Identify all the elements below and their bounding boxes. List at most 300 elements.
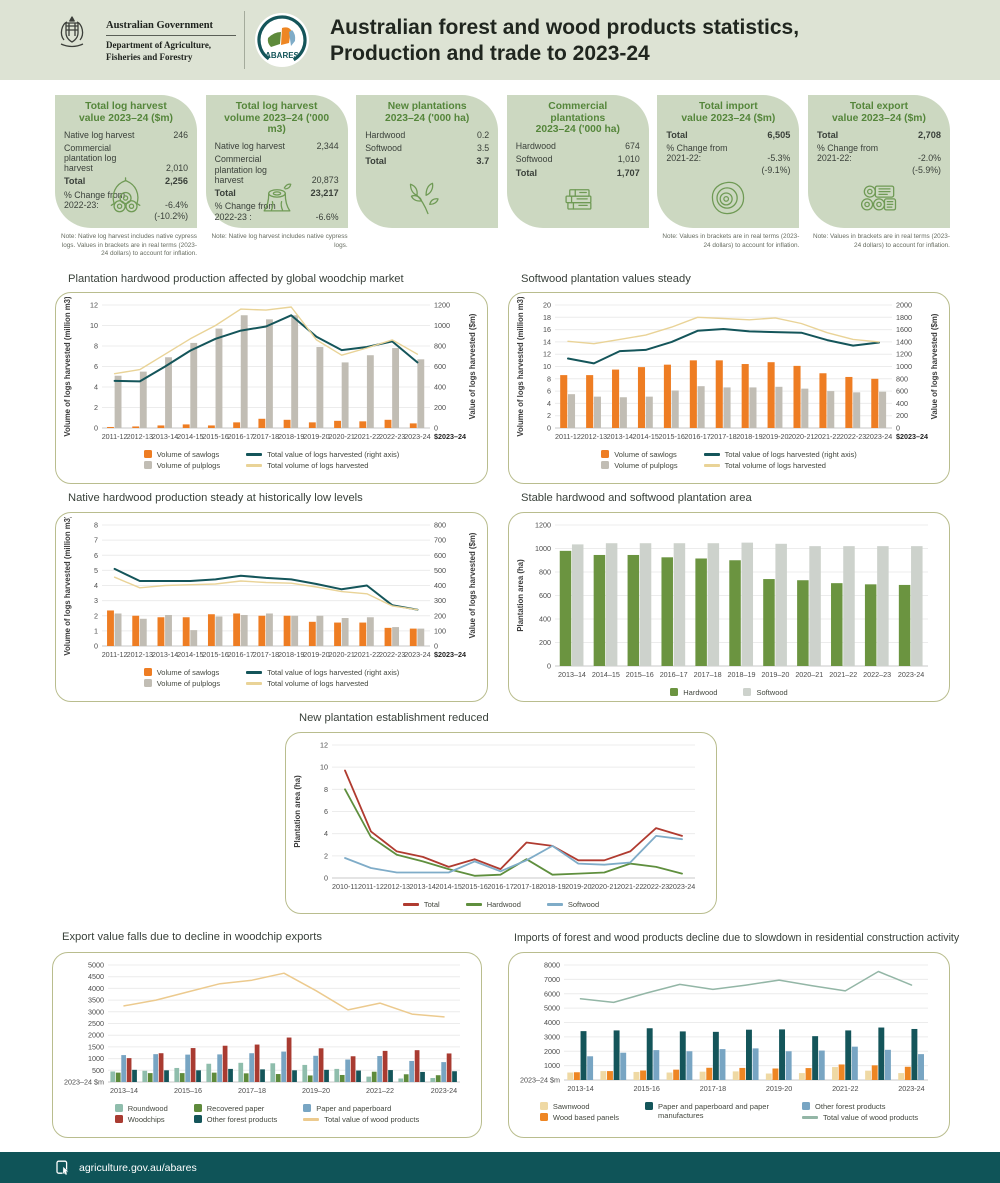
legend-square-swatch-icon	[144, 668, 152, 676]
svg-text:2011-12: 2011-12	[101, 432, 128, 441]
chart-softwood-plantation	[508, 292, 950, 484]
chart-plantation-area	[508, 512, 950, 702]
svg-text:2017–18: 2017–18	[238, 1086, 266, 1095]
chart-canvas	[514, 517, 942, 681]
svg-text:2023-24: 2023-24	[898, 1084, 925, 1093]
svg-text:2014-15: 2014-15	[632, 432, 659, 441]
legend-item	[743, 688, 787, 697]
legend-square-swatch-icon	[601, 461, 609, 469]
svg-text:400: 400	[434, 382, 446, 392]
legend-square-swatch-icon	[144, 450, 152, 458]
svg-text:800: 800	[896, 374, 908, 384]
svg-text:2017-18: 2017-18	[252, 432, 280, 441]
svg-text:2016–17: 2016–17	[659, 670, 688, 679]
gov-divider	[106, 35, 236, 36]
legend-line-swatch-icon	[246, 682, 262, 685]
legend-square-swatch-icon	[540, 1113, 548, 1121]
legend-label: Hardwood	[683, 688, 718, 697]
svg-text:2019-20: 2019-20	[765, 1084, 793, 1093]
legend-label: Sawnwood	[552, 1102, 590, 1111]
svg-text:500: 500	[92, 1065, 104, 1075]
legend-line-swatch-icon	[246, 464, 262, 467]
legend-label: Hardwood	[486, 900, 521, 909]
legend-column	[743, 688, 787, 697]
svg-text:1000: 1000	[544, 1061, 560, 1071]
legend-column	[115, 1104, 168, 1125]
legend-item	[115, 1115, 168, 1124]
svg-text:1400: 1400	[896, 337, 912, 347]
svg-text:2021-22: 2021-22	[353, 650, 381, 659]
svg-text:5000: 5000	[544, 1003, 560, 1013]
legend-item	[144, 679, 220, 688]
chart-legend	[61, 450, 482, 471]
svg-text:4: 4	[547, 398, 551, 408]
chart-canvas	[61, 297, 480, 443]
svg-text:200: 200	[896, 411, 908, 421]
legend-label: Volume of sawlogs	[156, 668, 220, 677]
svg-text:1000: 1000	[535, 544, 551, 553]
card-row: % Change from 2021-22: -2.0%	[816, 143, 941, 164]
svg-text:1000: 1000	[896, 362, 912, 371]
svg-text:2019–20: 2019–20	[761, 670, 790, 679]
svg-text:2023-24: 2023-24	[865, 432, 893, 441]
legend-label: Other forest products	[815, 1102, 886, 1111]
chart-plantation-hardwood	[55, 292, 488, 484]
legend-label: Volume of pulplogs	[156, 461, 221, 471]
card-total-row: Total 6,505	[666, 129, 791, 140]
svg-text:2014–15: 2014–15	[591, 670, 620, 679]
chart-title: Export value falls due to decline in woodchip exports	[62, 931, 322, 943]
legend-label: Softwood	[756, 688, 788, 697]
card-title: Total log harvest volume 2023–24 ('000 m3)	[224, 101, 330, 136]
svg-text:2010-11: 2010-11	[332, 882, 358, 891]
timber-stack-icon	[556, 176, 600, 225]
svg-text:10: 10	[320, 762, 328, 772]
svg-text:1200: 1200	[434, 300, 450, 310]
legend-label: Total value of wood products	[823, 1113, 919, 1123]
svg-text:200: 200	[539, 638, 551, 647]
svg-text:1200: 1200	[896, 349, 912, 359]
chart-new-plantation	[285, 732, 717, 914]
svg-text:$2023–24: $2023–24	[434, 432, 466, 441]
legend-item	[144, 461, 220, 470]
legend-label: Paper and paperboard and paper manufactures	[658, 1102, 769, 1121]
svg-text:2013-14: 2013-14	[606, 432, 634, 441]
legend-item	[144, 668, 220, 677]
svg-text:2017-18: 2017-18	[699, 1084, 727, 1093]
chart-title: Softwood plantation values steady	[521, 273, 691, 285]
legend-column	[704, 450, 857, 471]
card-note: Note: Values in brackets are in real terms (2023-24 dollars) to account for inflation.	[812, 233, 950, 249]
svg-text:4000: 4000	[88, 983, 104, 993]
legend-column	[303, 1104, 419, 1125]
svg-text:2022–23: 2022–23	[863, 670, 892, 679]
svg-text:10: 10	[90, 321, 98, 330]
card-total-row: Total 2,708	[816, 129, 941, 140]
legend-line-swatch-icon	[704, 453, 720, 456]
card-note: Note: Native log harvest includes native cypress logs.	[211, 233, 348, 249]
svg-text:2019-20: 2019-20	[303, 432, 330, 441]
legend-item	[704, 461, 857, 470]
legend-label: Recovered paper	[206, 1104, 265, 1113]
svg-text:2013–14: 2013–14	[110, 1086, 138, 1095]
page-title: Australian forest and wood products statistics, Production and trade to 2023-24	[330, 16, 800, 65]
svg-text:1000: 1000	[88, 1054, 104, 1064]
card-title: Total export value 2023–24 ($m)	[832, 101, 926, 124]
svg-text:2020-21: 2020-21	[328, 650, 355, 659]
coat-of-arms-icon	[58, 14, 100, 66]
legend-line-swatch-icon	[403, 903, 419, 906]
svg-text:800: 800	[434, 520, 446, 530]
legend-line-swatch-icon	[303, 1118, 319, 1121]
svg-text:16: 16	[543, 325, 551, 335]
card-total-row: Total 2,256	[64, 176, 188, 187]
card-total-row: Total 23,217	[214, 187, 339, 198]
legend-label: Total value of logs harvested (right axis)	[724, 450, 857, 459]
svg-text:2013-14: 2013-14	[151, 432, 179, 441]
legend-label: Total volume of logs harvested	[724, 461, 826, 471]
svg-text:100: 100	[434, 626, 446, 636]
legend-label: Volume of pulplogs	[156, 679, 221, 689]
svg-text:2017-18: 2017-18	[710, 432, 737, 441]
legend-line-swatch-icon	[547, 903, 563, 906]
svg-text:2021–22: 2021–22	[366, 1086, 394, 1095]
svg-text:Value of logs harvested ($m): Value of logs harvested ($m)	[930, 313, 939, 420]
chart-legend	[514, 450, 944, 471]
svg-text:Value of logs harvested ($m): Value of logs harvested ($m)	[468, 532, 477, 639]
svg-text:2023-24: 2023-24	[404, 432, 431, 441]
svg-text:4500: 4500	[88, 972, 104, 982]
government-branding	[106, 20, 236, 63]
svg-text:8000: 8000	[544, 960, 560, 970]
legend-column	[547, 900, 599, 909]
stat-card-cell	[206, 95, 348, 259]
svg-text:2021-22: 2021-22	[832, 1084, 859, 1093]
svg-text:2011-12: 2011-12	[101, 650, 128, 659]
svg-text:2014-15: 2014-15	[177, 650, 204, 659]
legend-column	[144, 668, 220, 689]
svg-text:$2023–24: $2023–24	[434, 650, 466, 659]
svg-text:Volume of logs harvested (mill: Volume of logs harvested (million m3)	[516, 297, 525, 437]
stat-card	[507, 95, 649, 228]
footer-bar	[0, 1152, 1000, 1183]
legend-item	[246, 461, 399, 470]
svg-text:1500: 1500	[88, 1042, 104, 1052]
svg-text:0: 0	[547, 661, 551, 671]
svg-text:2000: 2000	[896, 300, 912, 310]
svg-text:2018-19: 2018-19	[278, 432, 305, 441]
legend-item	[802, 1102, 918, 1111]
stat-card-cell	[55, 95, 197, 259]
legend-label: Volume of sawlogs	[614, 450, 677, 459]
legend-item	[466, 900, 521, 909]
tree-stump-icon	[255, 176, 299, 225]
stat-card	[206, 95, 348, 228]
svg-text:400: 400	[434, 581, 446, 590]
chart-export-value	[52, 952, 482, 1138]
card-title: New plantations 2023–24 ('000 ha)	[385, 101, 470, 124]
svg-text:1000: 1000	[434, 321, 450, 330]
svg-text:2015-16: 2015-16	[633, 1084, 660, 1093]
click-cursor-icon	[55, 1160, 71, 1176]
legend-label: Volume of sawlogs	[156, 450, 220, 459]
svg-text:6: 6	[324, 807, 328, 816]
chart-canvas	[514, 957, 942, 1095]
legend-label: Total volume of logs harvested	[267, 461, 369, 471]
svg-text:14: 14	[543, 337, 551, 347]
svg-text:2015-16: 2015-16	[202, 432, 229, 441]
svg-text:2011-12: 2011-12	[555, 432, 581, 441]
svg-text:2016-17: 2016-17	[487, 882, 514, 891]
svg-text:0: 0	[94, 641, 98, 651]
svg-text:3: 3	[94, 596, 98, 606]
svg-text:6: 6	[547, 386, 551, 396]
legend-square-swatch-icon	[115, 1104, 123, 1112]
stat-card	[356, 95, 498, 228]
legend-item	[303, 1104, 419, 1113]
legend-item	[194, 1104, 277, 1113]
svg-text:0: 0	[896, 423, 900, 433]
chart-canvas	[514, 297, 942, 443]
legend-square-swatch-icon	[144, 461, 152, 469]
svg-text:2017-18: 2017-18	[252, 650, 280, 659]
legend-item	[303, 1115, 419, 1124]
svg-text:2022-23: 2022-23	[839, 432, 867, 441]
legend-item	[645, 1102, 776, 1121]
chart-canvas	[61, 517, 480, 661]
chart-legend	[514, 1102, 944, 1123]
svg-text:2023-24: 2023-24	[404, 650, 431, 659]
chart-canvas	[291, 737, 709, 893]
svg-text:2015–16: 2015–16	[174, 1086, 202, 1095]
legend-item	[540, 1113, 619, 1122]
svg-text:2013–14: 2013–14	[557, 670, 586, 679]
svg-text:12: 12	[543, 349, 551, 359]
svg-text:2015–16: 2015–16	[625, 670, 654, 679]
legend-line-swatch-icon	[466, 903, 482, 906]
svg-text:8: 8	[324, 784, 328, 794]
svg-text:6: 6	[94, 550, 98, 560]
svg-text:$2023–24: $2023–24	[896, 432, 928, 441]
svg-text:2019-20: 2019-20	[303, 650, 330, 659]
svg-text:4: 4	[324, 829, 328, 839]
legend-column	[645, 1102, 776, 1121]
legend-label: Other forest products	[206, 1115, 278, 1125]
svg-text:5000: 5000	[88, 960, 104, 970]
legend-item	[115, 1104, 168, 1113]
legend-item	[246, 450, 399, 459]
legend-square-swatch-icon	[194, 1115, 202, 1123]
svg-text:8: 8	[547, 374, 551, 384]
card-row: Native log harvest 2,344	[214, 141, 339, 152]
svg-text:2023–24 $m: 2023–24 $m	[520, 1075, 560, 1085]
svg-text:18: 18	[543, 312, 551, 322]
svg-text:2023-24: 2023-24	[668, 882, 696, 891]
svg-text:Plantation area (ha): Plantation area (ha)	[293, 775, 302, 848]
svg-text:Volume of logs harvested (mill: Volume of logs harvested (million m3)	[63, 517, 72, 656]
svg-text:2023-24: 2023-24	[897, 670, 925, 679]
svg-text:700: 700	[434, 535, 446, 545]
svg-text:2020-21: 2020-21	[328, 432, 355, 441]
svg-text:1200: 1200	[535, 520, 551, 530]
svg-text:0: 0	[434, 641, 438, 651]
legend-column	[246, 450, 399, 471]
svg-text:2013-14: 2013-14	[151, 650, 179, 659]
svg-text:2020–21: 2020–21	[795, 670, 824, 679]
footer-url[interactable]: agriculture.gov.au/abares	[79, 1161, 197, 1174]
legend-label: Total value of wood products	[324, 1115, 420, 1125]
legend-label: Volume of pulplogs	[614, 461, 678, 471]
stat-card-cell	[808, 95, 950, 259]
svg-text:600: 600	[539, 591, 551, 600]
chart-title: Imports of forest and wood products decline due to slowdown in residential construction activity	[514, 932, 960, 944]
svg-text:2022-23: 2022-23	[642, 882, 670, 891]
chart-title: Plantation hardwood production affected by global woodchip market	[68, 273, 404, 285]
svg-text:2014-15: 2014-15	[435, 882, 462, 891]
legend-item	[246, 668, 399, 677]
stat-card	[808, 95, 950, 228]
svg-text:2: 2	[94, 611, 98, 621]
svg-text:0: 0	[94, 423, 98, 433]
svg-text:2018-19: 2018-19	[278, 650, 305, 659]
svg-text:8: 8	[94, 341, 98, 351]
legend-label: Softwood	[567, 900, 600, 909]
gov-title: Australian Government	[106, 20, 214, 31]
svg-text:Volume of logs harvested (mill: Volume of logs harvested (million m3)	[63, 297, 72, 437]
svg-text:2015-16: 2015-16	[658, 432, 685, 441]
legend-line-swatch-icon	[802, 1116, 818, 1119]
legend-column	[670, 688, 717, 697]
stat-card	[55, 95, 197, 228]
legend-label: Roundwood	[127, 1104, 168, 1113]
svg-text:7000: 7000	[544, 974, 560, 984]
chart-title: Stable hardwood and softwood plantation area	[521, 492, 752, 504]
svg-text:10: 10	[543, 362, 551, 371]
svg-text:2018–19: 2018–19	[727, 670, 756, 679]
svg-text:500: 500	[434, 565, 446, 575]
svg-text:2018-19: 2018-19	[539, 882, 566, 891]
stat-card-cell	[356, 95, 498, 259]
svg-text:2021-22: 2021-22	[813, 432, 841, 441]
svg-text:2000: 2000	[544, 1046, 560, 1056]
svg-text:2014-15: 2014-15	[177, 432, 204, 441]
card-row: Hardwood 674	[515, 141, 640, 152]
svg-text:4: 4	[94, 382, 98, 392]
legend-square-swatch-icon	[303, 1104, 311, 1112]
svg-text:4000: 4000	[544, 1018, 560, 1027]
card-change-real-terms: (-10.2%)	[154, 211, 188, 222]
svg-text:2022-23: 2022-23	[378, 432, 406, 441]
svg-text:3500: 3500	[88, 995, 104, 1005]
legend-item	[704, 450, 857, 459]
svg-text:2016-17: 2016-17	[227, 650, 254, 659]
legend-label: Total value of logs harvested (right axis)	[267, 450, 400, 459]
svg-text:4: 4	[94, 581, 98, 590]
svg-text:2015-16: 2015-16	[202, 650, 229, 659]
stat-card-cell	[657, 95, 799, 259]
svg-text:2019-20: 2019-20	[565, 882, 592, 891]
svg-text:400: 400	[896, 398, 908, 408]
card-row: Commercial plantation log harvest 20,873	[214, 154, 339, 185]
chart-legend	[291, 900, 711, 909]
legend-line-swatch-icon	[704, 464, 720, 467]
legend-item	[802, 1113, 918, 1122]
svg-text:2018-19: 2018-19	[736, 432, 763, 441]
svg-text:2012-13: 2012-13	[126, 432, 154, 441]
chart-legend	[58, 1104, 476, 1125]
card-note: Note: Native log harvest includes native cypress logs. Values in brackets are in real terms (2023-24 dollars) to account for inflation.	[60, 233, 197, 258]
log-grapple-icon	[104, 176, 148, 225]
svg-text:Plantation area (ha): Plantation area (ha)	[516, 559, 525, 632]
legend-square-swatch-icon	[115, 1115, 123, 1123]
chart-canvas	[58, 957, 474, 1097]
legend-item	[194, 1115, 277, 1124]
legend-item	[547, 900, 599, 909]
card-row: Commercial plantation log harvest 2,010	[64, 142, 188, 174]
svg-text:2020-21: 2020-21	[788, 432, 815, 441]
svg-text:2012-13: 2012-13	[383, 882, 411, 891]
svg-text:2: 2	[547, 411, 551, 421]
legend-item	[601, 461, 677, 470]
svg-text:2021-22: 2021-22	[353, 432, 381, 441]
chart-title: New plantation establishment reduced	[299, 712, 489, 724]
stat-cards-row	[55, 95, 950, 259]
header-separator	[244, 11, 245, 69]
svg-text:7: 7	[94, 535, 98, 545]
card-title: Total import value 2023–24 ($m)	[681, 101, 776, 124]
legend-line-swatch-icon	[246, 671, 262, 674]
legend-square-swatch-icon	[802, 1102, 810, 1110]
legend-column	[403, 900, 440, 909]
seedling-icon	[405, 176, 449, 225]
svg-text:2012-13: 2012-13	[580, 432, 608, 441]
svg-text:0: 0	[324, 873, 328, 883]
abares-logo-icon	[254, 12, 310, 68]
svg-text:600: 600	[896, 386, 908, 396]
card-total-row: Total 1,707	[515, 167, 640, 178]
chart-legend	[61, 668, 482, 689]
svg-text:2015-16: 2015-16	[461, 882, 488, 891]
log-cross-section-icon	[706, 176, 750, 225]
card-note: Note: Values in brackets are in real terms (2023-24 dollars) to account for inflation.	[662, 233, 800, 249]
legend-item	[403, 900, 440, 909]
legend-label: Paper and paperboard	[316, 1104, 392, 1113]
svg-text:1600: 1600	[896, 325, 912, 335]
svg-text:200: 200	[434, 611, 446, 621]
svg-text:2022-23: 2022-23	[378, 650, 406, 659]
card-title: Commercial plantations 2023–24 ('000 ha)	[535, 101, 620, 136]
svg-text:2016-17: 2016-17	[684, 432, 711, 441]
svg-text:2017-18: 2017-18	[513, 882, 540, 891]
gov-department: Department of Agriculture, Fisheries and Forestry	[106, 40, 212, 62]
legend-column	[466, 900, 521, 909]
svg-text:2012-13: 2012-13	[126, 650, 154, 659]
legend-square-swatch-icon	[670, 688, 678, 696]
svg-text:2021–22: 2021–22	[829, 670, 858, 679]
legend-square-swatch-icon	[144, 679, 152, 687]
svg-text:2020-21: 2020-21	[591, 882, 618, 891]
legend-square-swatch-icon	[601, 450, 609, 458]
svg-text:400: 400	[539, 614, 551, 624]
svg-text:1800: 1800	[896, 312, 912, 322]
svg-text:2500: 2500	[88, 1019, 104, 1028]
svg-text:0: 0	[434, 423, 438, 433]
svg-text:20: 20	[543, 300, 551, 310]
legend-column	[802, 1102, 918, 1123]
svg-text:6000: 6000	[544, 989, 560, 999]
svg-text:300: 300	[434, 596, 446, 606]
stat-card	[657, 95, 799, 228]
